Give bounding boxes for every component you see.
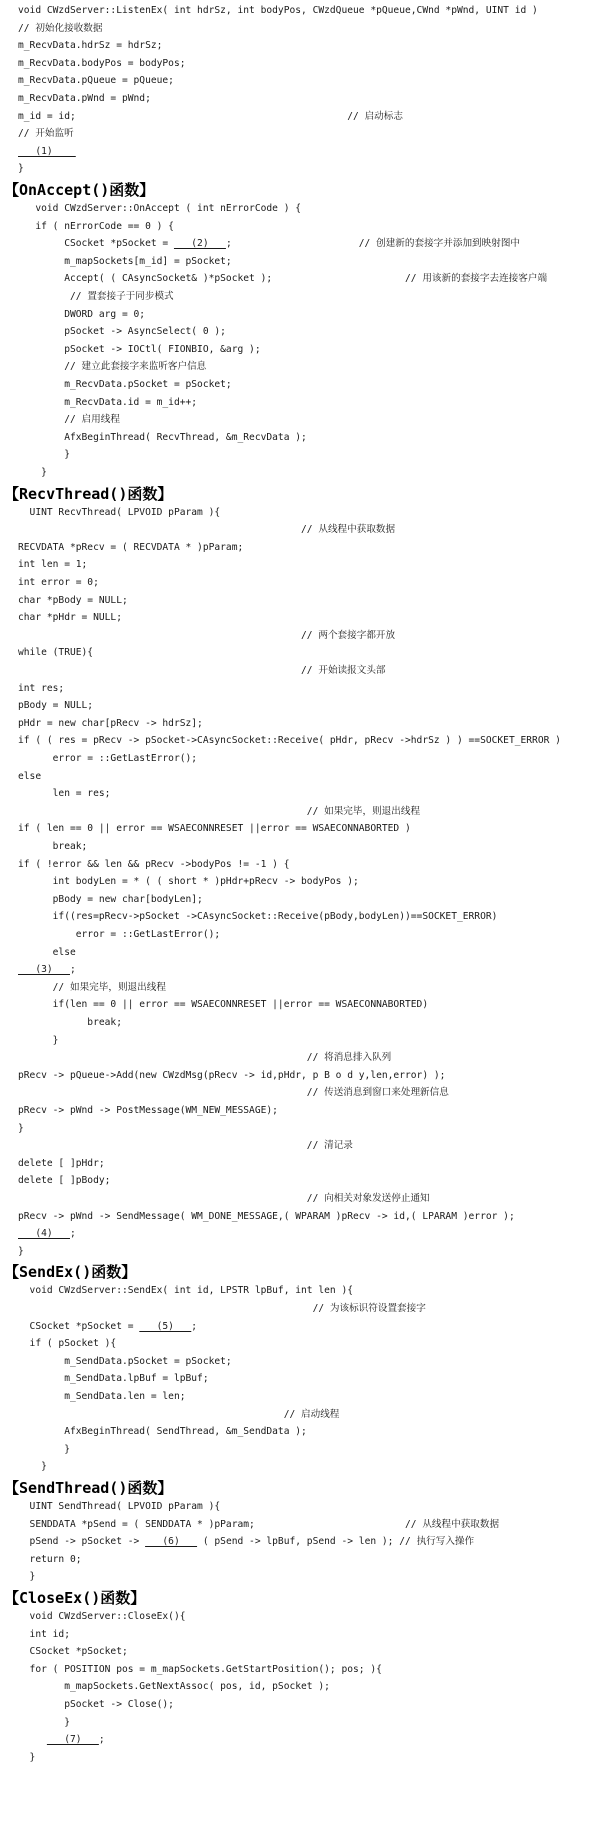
code-line bbox=[18, 963, 76, 977]
code-text: Accept( ( CAsyncSocket& )*pSocket ); // bbox=[18, 273, 423, 284]
code-line bbox=[18, 629, 395, 643]
code-line bbox=[18, 1372, 209, 1386]
code-line bbox=[18, 1460, 47, 1474]
code-line bbox=[18, 1069, 445, 1083]
code-line bbox=[18, 22, 102, 36]
code-text bbox=[18, 1734, 47, 1745]
code-line bbox=[18, 202, 301, 216]
code-line bbox=[18, 1104, 278, 1118]
code-text: ; bbox=[69, 1228, 76, 1239]
section-heading bbox=[4, 484, 172, 504]
code-text: 【SendThread()函数】 bbox=[4, 1479, 173, 1497]
code-text: if ( ( res = pRecv -> pSocket->CAsyncSocket::Receive( pHdr, pRecv ->hdrSz ) ) ==SOCKET_ERROR ) bbox=[18, 735, 561, 746]
code-line bbox=[18, 343, 261, 357]
comment-text: 启用线程 bbox=[81, 414, 120, 425]
code-line bbox=[18, 1192, 430, 1206]
code-text: // bbox=[18, 1409, 302, 1420]
code-line bbox=[18, 1570, 35, 1584]
code-line bbox=[18, 39, 162, 53]
code-text: pSocket -> Close(); bbox=[18, 1699, 174, 1710]
code-text: } bbox=[18, 163, 24, 174]
code-text: // bbox=[18, 665, 319, 676]
code-text: ; bbox=[69, 964, 76, 975]
code-text: } bbox=[18, 1246, 24, 1257]
comment-text: 传送消息到窗口来处理新信息 bbox=[324, 1087, 449, 1098]
code-text: // bbox=[18, 982, 70, 993]
code-line bbox=[18, 1016, 122, 1030]
answer-blank: (6) bbox=[145, 1536, 198, 1547]
code-text: // bbox=[18, 23, 36, 34]
comment-text: 用该新的套接字去连接客户端 bbox=[422, 273, 548, 284]
code-line bbox=[18, 928, 220, 942]
code-line bbox=[18, 378, 232, 392]
code-text: pBody = new char[bodyLen]; bbox=[18, 894, 203, 905]
code-line bbox=[18, 308, 145, 322]
code-text: // bbox=[18, 1140, 325, 1151]
code-text: m_RecvData.bodyPos = bodyPos; bbox=[18, 58, 186, 69]
code-text: AfxBeginThread( SendThread, &m_SendData ); bbox=[18, 1426, 307, 1437]
code-line bbox=[18, 840, 87, 854]
code-text: error = ::GetLastError(); bbox=[18, 929, 221, 940]
code-line bbox=[18, 1628, 70, 1642]
code-text: ( pSend -> lpBuf, pSend -> len ); // bbox=[197, 1536, 417, 1547]
code-line bbox=[18, 57, 186, 71]
code-line bbox=[18, 1320, 197, 1334]
code-line bbox=[18, 594, 128, 608]
code-text: m_SendData.lpBuf = lpBuf; bbox=[18, 1373, 209, 1384]
code-text: m_SendData.len = len; bbox=[18, 1391, 186, 1402]
code-line bbox=[18, 893, 203, 907]
code-text: void CWzdServer::SendEx( int id, LPSTR lpBuf, int len ){ bbox=[18, 1285, 354, 1296]
code-line bbox=[18, 325, 226, 339]
code-line bbox=[18, 1680, 330, 1694]
code-text: CSocket *pSocket = bbox=[18, 1321, 140, 1332]
code-text: int len = 1; bbox=[18, 559, 88, 570]
comment-text: 为该标识符设置套接字 bbox=[329, 1303, 426, 1314]
code-line bbox=[18, 237, 520, 251]
code-line bbox=[18, 787, 110, 801]
code-text: return 0; bbox=[18, 1554, 82, 1565]
code-text: void CWzdServer::CloseEx(){ bbox=[18, 1611, 186, 1622]
code-text: CSocket *pSocket = bbox=[18, 238, 174, 249]
code-text: } bbox=[18, 449, 70, 460]
code-text: // bbox=[18, 291, 88, 302]
code-text: pRecv -> pWnd -> SendMessage( WM_DONE_MESSAGE,( WPARAM )pRecv -> id,( LPARAM )error ); bbox=[18, 1211, 515, 1222]
code-text: // bbox=[18, 414, 82, 425]
code-line bbox=[18, 981, 166, 995]
code-line bbox=[18, 611, 122, 625]
code-text: char *pBody = NULL; bbox=[18, 595, 128, 606]
code-text: SENDDATA *pSend = ( SENDDATA * )pParam; // bbox=[18, 1519, 423, 1530]
code-line bbox=[18, 910, 497, 924]
code-text: } bbox=[18, 1461, 47, 1472]
code-text: m_RecvData.pQueue = pQueue; bbox=[18, 75, 174, 86]
code-line bbox=[18, 1157, 105, 1171]
code-line bbox=[18, 145, 76, 159]
answer-blank: (5) bbox=[139, 1321, 192, 1332]
code-text: 【RecvThread()函数】 bbox=[4, 485, 173, 503]
code-line bbox=[18, 1086, 449, 1100]
code-text: void CWzdServer::OnAccept ( int nErrorCode ) { bbox=[18, 203, 302, 214]
code-line bbox=[18, 1210, 515, 1224]
code-text: } bbox=[18, 1752, 36, 1763]
code-line bbox=[18, 664, 386, 678]
code-line bbox=[18, 858, 289, 872]
section-heading bbox=[4, 180, 154, 200]
code-line bbox=[18, 1645, 128, 1659]
code-text: int bodyLen = * ( ( short * )pHdr+pRecv -> bodyPos ); bbox=[18, 876, 359, 887]
code-text: } bbox=[18, 1035, 59, 1046]
code-text: pSocket -> AsyncSelect( 0 ); bbox=[18, 326, 226, 337]
code-line bbox=[18, 506, 220, 520]
code-line bbox=[18, 1227, 76, 1241]
comment-text: 开始读报文头部 bbox=[318, 665, 386, 676]
comment-text: 创建新的套接字并添加到映射图中 bbox=[376, 238, 521, 249]
comment-text: 从线程中获取数据 bbox=[422, 1519, 500, 1530]
code-text: // bbox=[18, 630, 319, 641]
comment-text: 执行写入操作 bbox=[416, 1536, 475, 1547]
code-line bbox=[18, 752, 197, 766]
code-line bbox=[18, 558, 87, 572]
code-text: m_mapSockets.GetNextAssoc( pos, id, pSocket ); bbox=[18, 1681, 330, 1692]
code-text: pSend -> pSocket -> bbox=[18, 1536, 146, 1547]
code-text: AfxBeginThread( RecvThread, &m_RecvData ); bbox=[18, 432, 307, 443]
code-line bbox=[18, 822, 411, 836]
code-text: delete [ ]pBody; bbox=[18, 1175, 111, 1186]
section-heading bbox=[4, 1478, 172, 1498]
code-text: void CWzdServer::ListenEx( int hdrSz, int bodyPos, CWzdQueue *pQueue,CWnd *pWnd, UINT id ) bbox=[18, 5, 538, 16]
code-line bbox=[18, 4, 538, 18]
code-text: RECVDATA *pRecv = ( RECVDATA * )pParam; bbox=[18, 542, 244, 553]
code-text: CSocket *pSocket; bbox=[18, 1646, 128, 1657]
code-text: // bbox=[18, 128, 36, 139]
code-text: m_id = id; // bbox=[18, 111, 365, 122]
comment-text: 建立此套接字来监听客户信息 bbox=[81, 361, 207, 372]
code-text: if ( !error && len && pRecv ->bodyPos != -1 ) { bbox=[18, 859, 290, 870]
code-line bbox=[18, 162, 24, 176]
code-text: // bbox=[18, 806, 325, 817]
code-line bbox=[18, 1034, 58, 1048]
code-line bbox=[18, 1245, 24, 1259]
code-line bbox=[18, 290, 174, 304]
comment-text: 置套接子于同步模式 bbox=[87, 291, 174, 302]
code-text: error = ::GetLastError(); bbox=[18, 753, 198, 764]
comment-text: 从线程中获取数据 bbox=[318, 524, 396, 535]
answer-blank: (1) bbox=[18, 146, 76, 157]
code-text: } bbox=[18, 1571, 36, 1582]
code-line bbox=[18, 1518, 499, 1532]
code-line bbox=[18, 770, 41, 784]
code-text: for ( POSITION pos = m_mapSockets.GetStartPosition(); pos; ){ bbox=[18, 1664, 382, 1675]
code-line bbox=[18, 1443, 70, 1457]
code-text: char *pHdr = NULL; bbox=[18, 612, 122, 623]
code-text: break; bbox=[18, 841, 88, 852]
code-line bbox=[18, 717, 203, 731]
code-text: ; // bbox=[225, 238, 377, 249]
code-line bbox=[18, 875, 359, 889]
section-heading bbox=[4, 1588, 145, 1608]
code-text: m_RecvData.pSocket = pSocket; bbox=[18, 379, 232, 390]
code-text: m_SendData.pSocket = pSocket; bbox=[18, 1356, 232, 1367]
code-line bbox=[18, 541, 243, 555]
code-line bbox=[18, 1174, 110, 1188]
code-line bbox=[18, 1716, 70, 1730]
code-line bbox=[18, 466, 47, 480]
code-text: int res; bbox=[18, 683, 65, 694]
code-line bbox=[18, 448, 70, 462]
comment-text: 开始监听 bbox=[35, 128, 74, 139]
code-line bbox=[18, 92, 151, 106]
code-line bbox=[18, 1122, 24, 1136]
code-text: pSocket -> IOCtl( FIONBIO, &arg ); bbox=[18, 344, 261, 355]
code-line bbox=[18, 1051, 391, 1065]
code-line bbox=[18, 272, 547, 286]
code-text: m_RecvData.id = m_id++; bbox=[18, 397, 198, 408]
code-line bbox=[18, 1500, 220, 1514]
code-text: int error = 0; bbox=[18, 577, 99, 588]
code-text: } bbox=[18, 467, 47, 478]
code-line bbox=[18, 1284, 353, 1298]
code-line bbox=[18, 682, 64, 696]
code-line bbox=[18, 1535, 474, 1549]
code-line bbox=[18, 1139, 353, 1153]
comment-text: 初始化接收数据 bbox=[35, 23, 103, 34]
code-text: else bbox=[18, 947, 76, 958]
code-text: pRecv -> pWnd -> PostMessage(WM_NEW_MESSAGE); bbox=[18, 1105, 278, 1116]
code-text: } bbox=[18, 1717, 70, 1728]
comment-text: 两个套接字都开放 bbox=[318, 630, 396, 641]
code-text: if ( pSocket ){ bbox=[18, 1338, 117, 1349]
code-text: if ( len == 0 || error == WSAECONNRESET ||error == WSAECONNABORTED ) bbox=[18, 823, 411, 834]
code-text: // bbox=[18, 1087, 325, 1098]
code-text: if((res=pRecv->pSocket ->CAsyncSocket::Receive(pBody,bodyLen))==SOCKET_ERROR) bbox=[18, 911, 498, 922]
code-text: // bbox=[18, 361, 82, 372]
code-line bbox=[18, 998, 428, 1012]
code-line bbox=[18, 1337, 116, 1351]
code-line bbox=[18, 360, 206, 374]
code-text: break; bbox=[18, 1017, 122, 1028]
comment-text: 如果完毕，则退出线程 bbox=[324, 806, 421, 817]
code-line bbox=[18, 699, 93, 713]
code-text: ; bbox=[98, 1734, 105, 1745]
comment-text: 启动线程 bbox=[301, 1409, 340, 1420]
code-line bbox=[18, 1425, 307, 1439]
code-text: ; bbox=[191, 1321, 198, 1332]
code-line bbox=[18, 1302, 426, 1316]
code-line bbox=[18, 220, 174, 234]
comment-text: 向相关对象发送停止通知 bbox=[324, 1193, 430, 1204]
code-text: // bbox=[18, 524, 319, 535]
code-line bbox=[18, 1733, 105, 1747]
code-text: len = res; bbox=[18, 788, 111, 799]
code-line bbox=[18, 1355, 232, 1369]
code-line bbox=[18, 946, 76, 960]
code-line bbox=[18, 523, 395, 537]
code-line bbox=[18, 1408, 339, 1422]
code-text: 【CloseEx()函数】 bbox=[4, 1589, 146, 1607]
code-line bbox=[18, 646, 93, 660]
comment-text: 清记录 bbox=[324, 1140, 353, 1151]
code-line bbox=[18, 576, 99, 590]
code-text: UINT SendThread( LPVOID pParam ){ bbox=[18, 1501, 221, 1512]
code-line bbox=[18, 127, 74, 141]
code-text: } bbox=[18, 1444, 70, 1455]
answer-blank: (2) bbox=[173, 238, 226, 249]
comment-text: 将消息排入队列 bbox=[324, 1052, 392, 1063]
code-text: // bbox=[18, 1052, 325, 1063]
answer-blank: (7) bbox=[46, 1734, 99, 1745]
code-line bbox=[18, 1751, 35, 1765]
code-line bbox=[18, 734, 561, 748]
code-line bbox=[18, 1390, 186, 1404]
code-line bbox=[18, 805, 420, 819]
code-line bbox=[18, 1663, 382, 1677]
code-text: if(len == 0 || error == WSAECONNRESET ||error == WSAECONNABORTED) bbox=[18, 999, 429, 1010]
code-text: delete [ ]pHdr; bbox=[18, 1158, 105, 1169]
code-text: while (TRUE){ bbox=[18, 647, 94, 658]
code-text: pBody = NULL; bbox=[18, 700, 94, 711]
code-line bbox=[18, 1553, 82, 1567]
code-text: m_mapSockets[m_id] = pSocket; bbox=[18, 256, 232, 267]
code-line bbox=[18, 110, 403, 124]
code-line bbox=[18, 431, 307, 445]
code-line bbox=[18, 396, 197, 410]
code-text: pRecv -> pQueue->Add(new CWzdMsg(pRecv -> id,pHdr, p B o d y,len,error) ); bbox=[18, 1070, 446, 1081]
code-text: int id; bbox=[18, 1629, 70, 1640]
code-text: 【OnAccept()函数】 bbox=[4, 181, 155, 199]
code-text: pHdr = new char[pRecv -> hdrSz]; bbox=[18, 718, 203, 729]
code-text: // bbox=[18, 1303, 330, 1314]
code-text: } bbox=[18, 1123, 24, 1134]
code-text: DWORD arg = 0; bbox=[18, 309, 146, 320]
code-text: m_RecvData.pWnd = pWnd; bbox=[18, 93, 151, 104]
code-text: UINT RecvThread( LPVOID pParam ){ bbox=[18, 507, 221, 518]
code-text: m_RecvData.hdrSz = hdrSz; bbox=[18, 40, 163, 51]
code-text: else bbox=[18, 771, 42, 782]
code-line bbox=[18, 255, 232, 269]
section-heading bbox=[4, 1262, 136, 1282]
code-text: 【SendEx()函数】 bbox=[4, 1263, 137, 1281]
code-text: if ( nErrorCode == 0 ) { bbox=[18, 221, 174, 232]
code-text: // bbox=[18, 1193, 325, 1204]
answer-blank: (3) bbox=[18, 964, 70, 975]
code-line bbox=[18, 1698, 174, 1712]
code-line bbox=[18, 74, 174, 88]
answer-blank: (4) bbox=[18, 1228, 70, 1239]
code-line bbox=[18, 413, 120, 427]
code-line bbox=[18, 1610, 186, 1624]
comment-text: 启动标志 bbox=[364, 111, 403, 122]
comment-text: 如果完毕，则退出线程 bbox=[69, 982, 166, 993]
